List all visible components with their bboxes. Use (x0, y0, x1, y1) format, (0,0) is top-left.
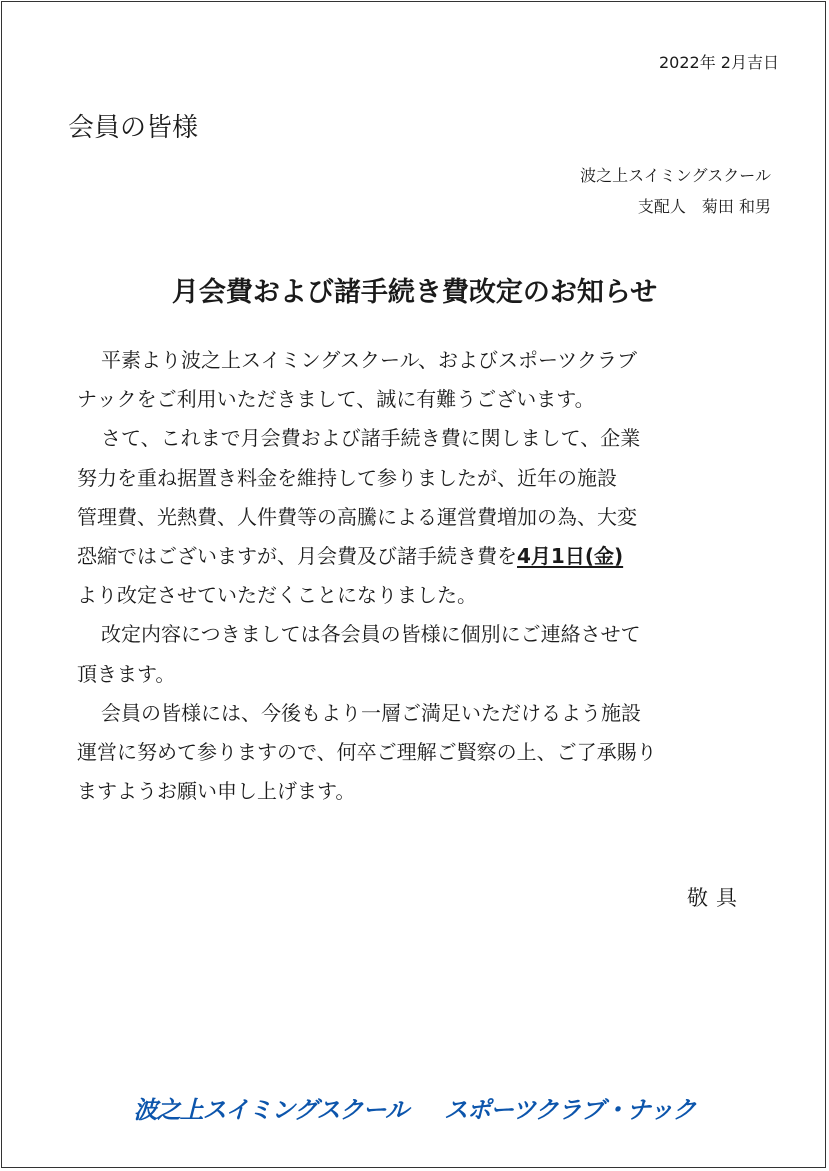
body-line: 管理費、光熱費、人件費等の高騰による運営費増加の為、大変 (77, 504, 637, 529)
body-line: 会員の皆様には、今後もより一層ご満足いただけるよう施設 (101, 700, 641, 725)
body-line: 改定内容につきましては各会員の皆様に個別にご連絡させて (101, 622, 641, 647)
body-line: さて、これまで月会費および諸手続き費に関しまして、企業 (101, 426, 641, 451)
footer-logos (2, 1090, 827, 1125)
body-line: ナックをご利用いただきまして、誠に有難うございます。 (77, 387, 595, 412)
effective-date: 4月1日(金) (517, 544, 624, 569)
sports-club-logo: スポーツクラブ・ナック (444, 1096, 696, 1124)
sender-block (580, 160, 771, 222)
closing-phrase: 敬具 (687, 886, 745, 910)
body-line: 努力を重ね据置き料金を維持して参りましたが、近年の施設 (77, 465, 617, 490)
body-line: ますようお願い申し上げます。 (77, 779, 356, 804)
body-line-text: 恐縮ではございますが、月会費及び諸手続き費を (77, 544, 517, 569)
body-line: 頂きます。 (77, 661, 176, 686)
swim-school-logo: 波之上スイミングスクール (133, 1096, 408, 1124)
issue-date: 2022年 2月吉日 (659, 53, 779, 72)
body-line: より改定させていただくことになりました。 (77, 583, 477, 608)
notice-body (77, 341, 767, 811)
notice-page (1, 1, 826, 1168)
body-line: 平素より波之上スイミングスクール、およびスポーツクラブ (101, 348, 637, 372)
notice-title: 月会費および諸手続き費改定のお知らせ (171, 277, 658, 308)
body-line (77, 537, 767, 576)
body-line: 運営に努めて参りますので、何卒ご理解ご賢察の上、ご了承賜り (77, 740, 657, 765)
sender-person: 支配人 菊田 和男 (637, 197, 771, 216)
salutation: 会員の皆様 (68, 113, 199, 143)
sender-organization: 波之上スイミングスクール (580, 166, 771, 185)
